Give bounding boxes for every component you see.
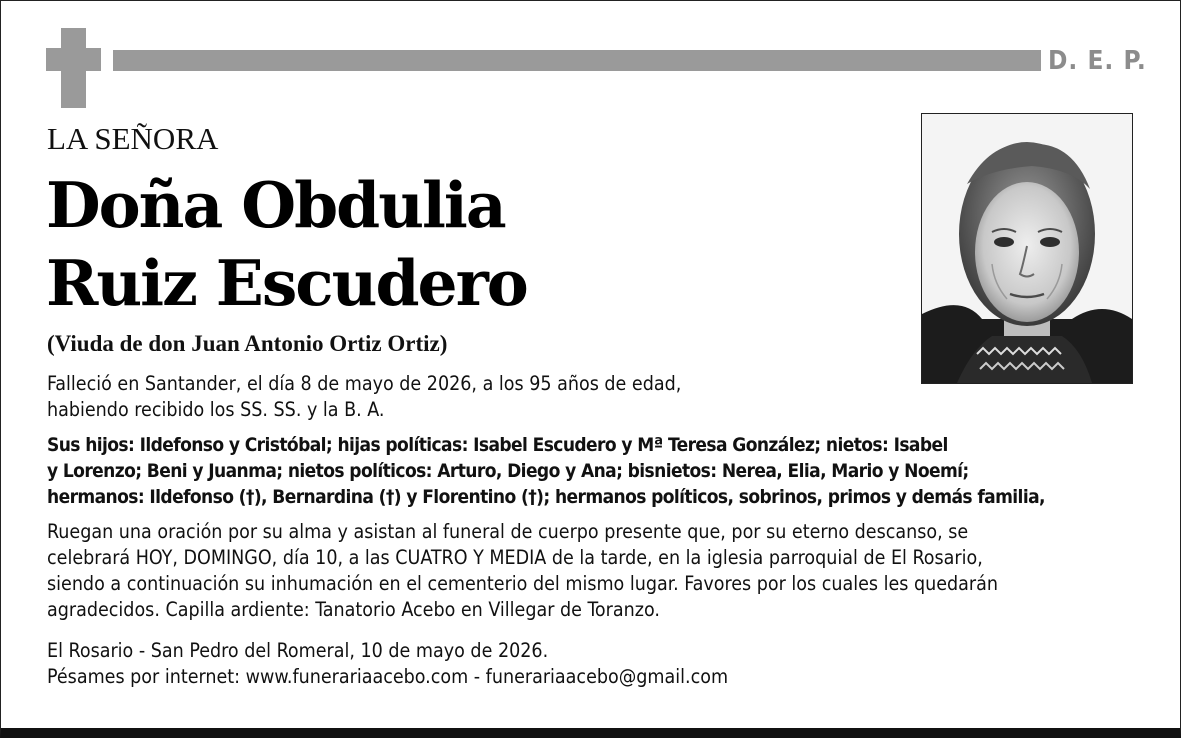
name-line-1: Doña Obdulia xyxy=(46,168,505,242)
text-line: celebrará HOY, DOMINGO, día 10, a las CUATRO Y MEDIA de la tarde, en la iglesia parroquial de El Rosario, xyxy=(47,546,983,569)
place-date-line: El Rosario - San Pedro del Romeral, 10 de mayo de 2026. xyxy=(47,639,549,662)
portrait-illustration xyxy=(922,114,1132,383)
death-notice xyxy=(47,371,681,423)
honorific-prefix: LA SEÑORA xyxy=(47,121,219,156)
portrait-photo xyxy=(921,113,1133,384)
condolences-line: Pésames por internet: www.funerariaacebo.com - funerariaacebo@gmail.com xyxy=(47,665,729,688)
funeral-details xyxy=(47,519,998,623)
text-line: Ruegan una oración por su alma y asistan al funeral de cuerpo presente que, por su eterno descanso, se xyxy=(47,520,969,543)
text-line: y Lorenzo; Beni y Juanma; nietos políticos: Arturo, Diego y Ana; bisnietos: Nerea, Elia, Mario y Noemí; xyxy=(47,460,969,482)
closing-info xyxy=(47,638,728,690)
text-line: Sus hijos: Ildefonso y Cristóbal; hijas políticas: Isabel Escudero y Mª Teresa González; nietos: Isabel xyxy=(47,434,948,456)
text-line: Falleció en Santander, el día 8 de mayo de 2026, a los 95 años de edad, xyxy=(47,372,682,395)
dep-label: D. E. P. xyxy=(1048,46,1147,76)
name-line-2: Ruiz Escudero xyxy=(46,246,527,320)
deceased-name xyxy=(46,166,527,322)
text-line: agradecidos. Capilla ardiente: Tanatorio Acebo en Villegar de Toranzo. xyxy=(47,598,660,621)
text-line: hermanos: Ildefonso (†), Bernardina (†) y Florentino (†); hermanos políticos, sobrinos, primos y demás familia, xyxy=(47,486,1045,508)
family-list xyxy=(47,432,1045,510)
header-rule xyxy=(113,50,1041,71)
text-line: habiendo recibido los SS. SS. y la B. A. xyxy=(47,398,385,421)
text-line: siendo a continuación su inhumación en el cementerio del mismo lugar. Favores por los cuales les quedarán xyxy=(47,572,999,595)
widow-note: (Viuda de don Juan Antonio Ortiz Ortiz) xyxy=(47,331,448,356)
